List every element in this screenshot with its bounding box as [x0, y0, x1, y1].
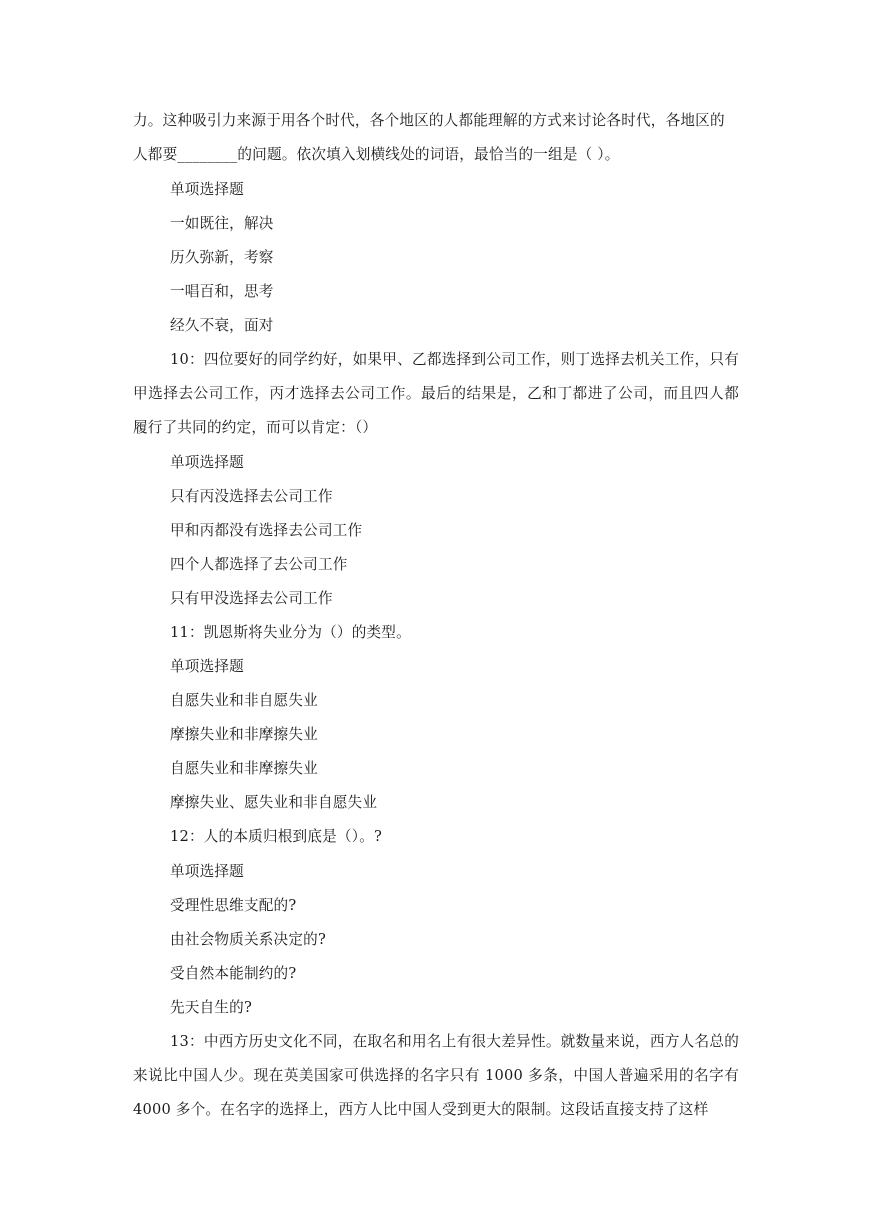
q11-option-b: 摩擦失业和非摩擦失业 [170, 726, 318, 743]
q9-option-c: 一唱百和，思考 [170, 283, 274, 300]
q13-stem: 13：中西方历史文化不同，在取名和用名上有很大差异性。就数量来说，西方人名总的来说比中国人少。现在英美国家可供选择的名字只有 1000 多条，中国人普遍采用的名字有 4000 多个。在名字的选择上，西方人比中国人受到更大的限制。这段话直接支持了这样 [133, 1033, 739, 1118]
q10-stem: 10：四位要好的同学约好，如果甲、乙都选择到公司工作，则丁选择去机关工作，只有甲选择去公司工作，丙才选择去公司工作。最后的结果是，乙和丁都进了公司，而且四人都履行了共同的约定，而可以肯定：（） [133, 351, 739, 436]
q10-question-type: 单项选择题 [170, 454, 244, 471]
q10-option-a: 只有丙没选择去公司工作 [170, 488, 333, 505]
q9-option-d: 经久不衰，面对 [170, 317, 274, 334]
q10-option-d: 只有甲没选择去公司工作 [170, 590, 333, 607]
q12-option-d: 先天自生的? [170, 999, 252, 1016]
q10-option-c: 四个人都选择了去公司工作 [170, 556, 348, 573]
q12-question-type: 单项选择题 [170, 863, 244, 880]
q9-stem-line-1: 力。这种吸引力来源于用各个时代，各个地区的人都能理解的方式来讨论各时代，各地区的 [133, 112, 725, 129]
q9-stem-line-2: 人都要________的问题。依次填入划横线处的词语，最恰当的一组是（ ）。 [133, 146, 620, 163]
q12-stem: 12：人的本质归根到底是（）。? [170, 828, 383, 845]
q12-option-b: 由社会物质关系决定的? [170, 931, 326, 948]
q10-option-b: 甲和丙都没有选择去公司工作 [170, 522, 363, 539]
q11-stem: 11：凯恩斯将失业分为（）的类型。 [170, 624, 411, 641]
q11-question-type: 单项选择题 [170, 658, 244, 675]
q12-option-c: 受自然本能制约的? [170, 965, 297, 982]
q11-option-a: 自愿失业和非自愿失业 [170, 692, 318, 709]
q12-option-a: 受理性思维支配的? [170, 897, 297, 914]
q9-option-a: 一如既往，解决 [170, 215, 274, 232]
q9-option-b: 历久弥新，考察 [170, 249, 274, 266]
q11-option-c: 自愿失业和非摩擦失业 [170, 760, 318, 777]
q9-question-type: 单项选择题 [170, 181, 244, 198]
q11-option-d: 摩擦失业、愿失业和非自愿失业 [170, 794, 378, 811]
